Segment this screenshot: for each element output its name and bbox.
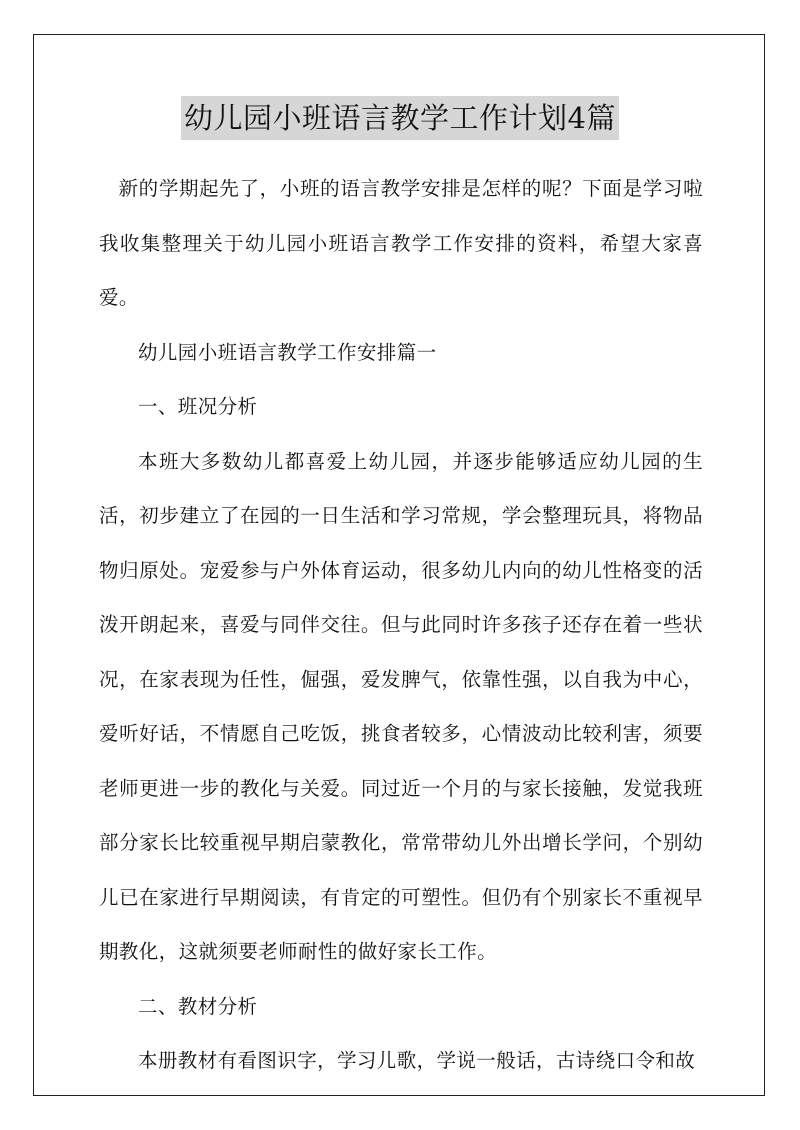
title-container xyxy=(0,96,800,140)
intro-paragraph: 新的学期起先了，小班的语言教学安排是怎样的呢？下面是学习啦我收集整理关于幼儿园小班语言教学工作安排的资料，希望大家喜爱。 xyxy=(99,177,703,309)
section-title: 幼儿园小班语言教学工作安排篇一 xyxy=(138,340,437,364)
heading-textbook-analysis: 二、教材分析 xyxy=(138,994,258,1018)
paragraph-textbook-analysis: 本册教材有看图识字，学习儿歌，学说一般话，古诗绕口令和故 xyxy=(138,1049,696,1072)
heading-class-analysis: 一、班况分析 xyxy=(138,395,258,418)
paragraph-class-analysis: 本班大多数幼儿都喜爱上幼儿园，并逐步能够适应幼儿园的生活，初步建立了在园的一日生活和学习常规，学会整理玩具，将物品物归原处。宠爱参与户外体育运动，很多幼儿内向的幼儿性格变的活泼开朗起来，喜爱与同伴交往。但与此同时许多孩子还存在着一些状况，在家表现为任性，倔强，爱发脾气，依靠性强，以自我为中心，爱听好话，不情愿自己吃饭，挑食者较多，心情波动比较利害，须要老师更进一步的教化与关爱。同过近一个月的与家长接触，发觉我班部分家长比较重视早期启蒙教化，常常带幼儿外出增长学问，个别幼儿已在家进行早期阅读，有肯定的可塑性。但仍有个别家长不重视早期教化，这就须要老师耐性的做好家长工作。 xyxy=(99,449,703,963)
document-body xyxy=(99,162,703,1089)
document-title: 幼儿园小班语言教学工作计划4篇 xyxy=(181,96,619,140)
